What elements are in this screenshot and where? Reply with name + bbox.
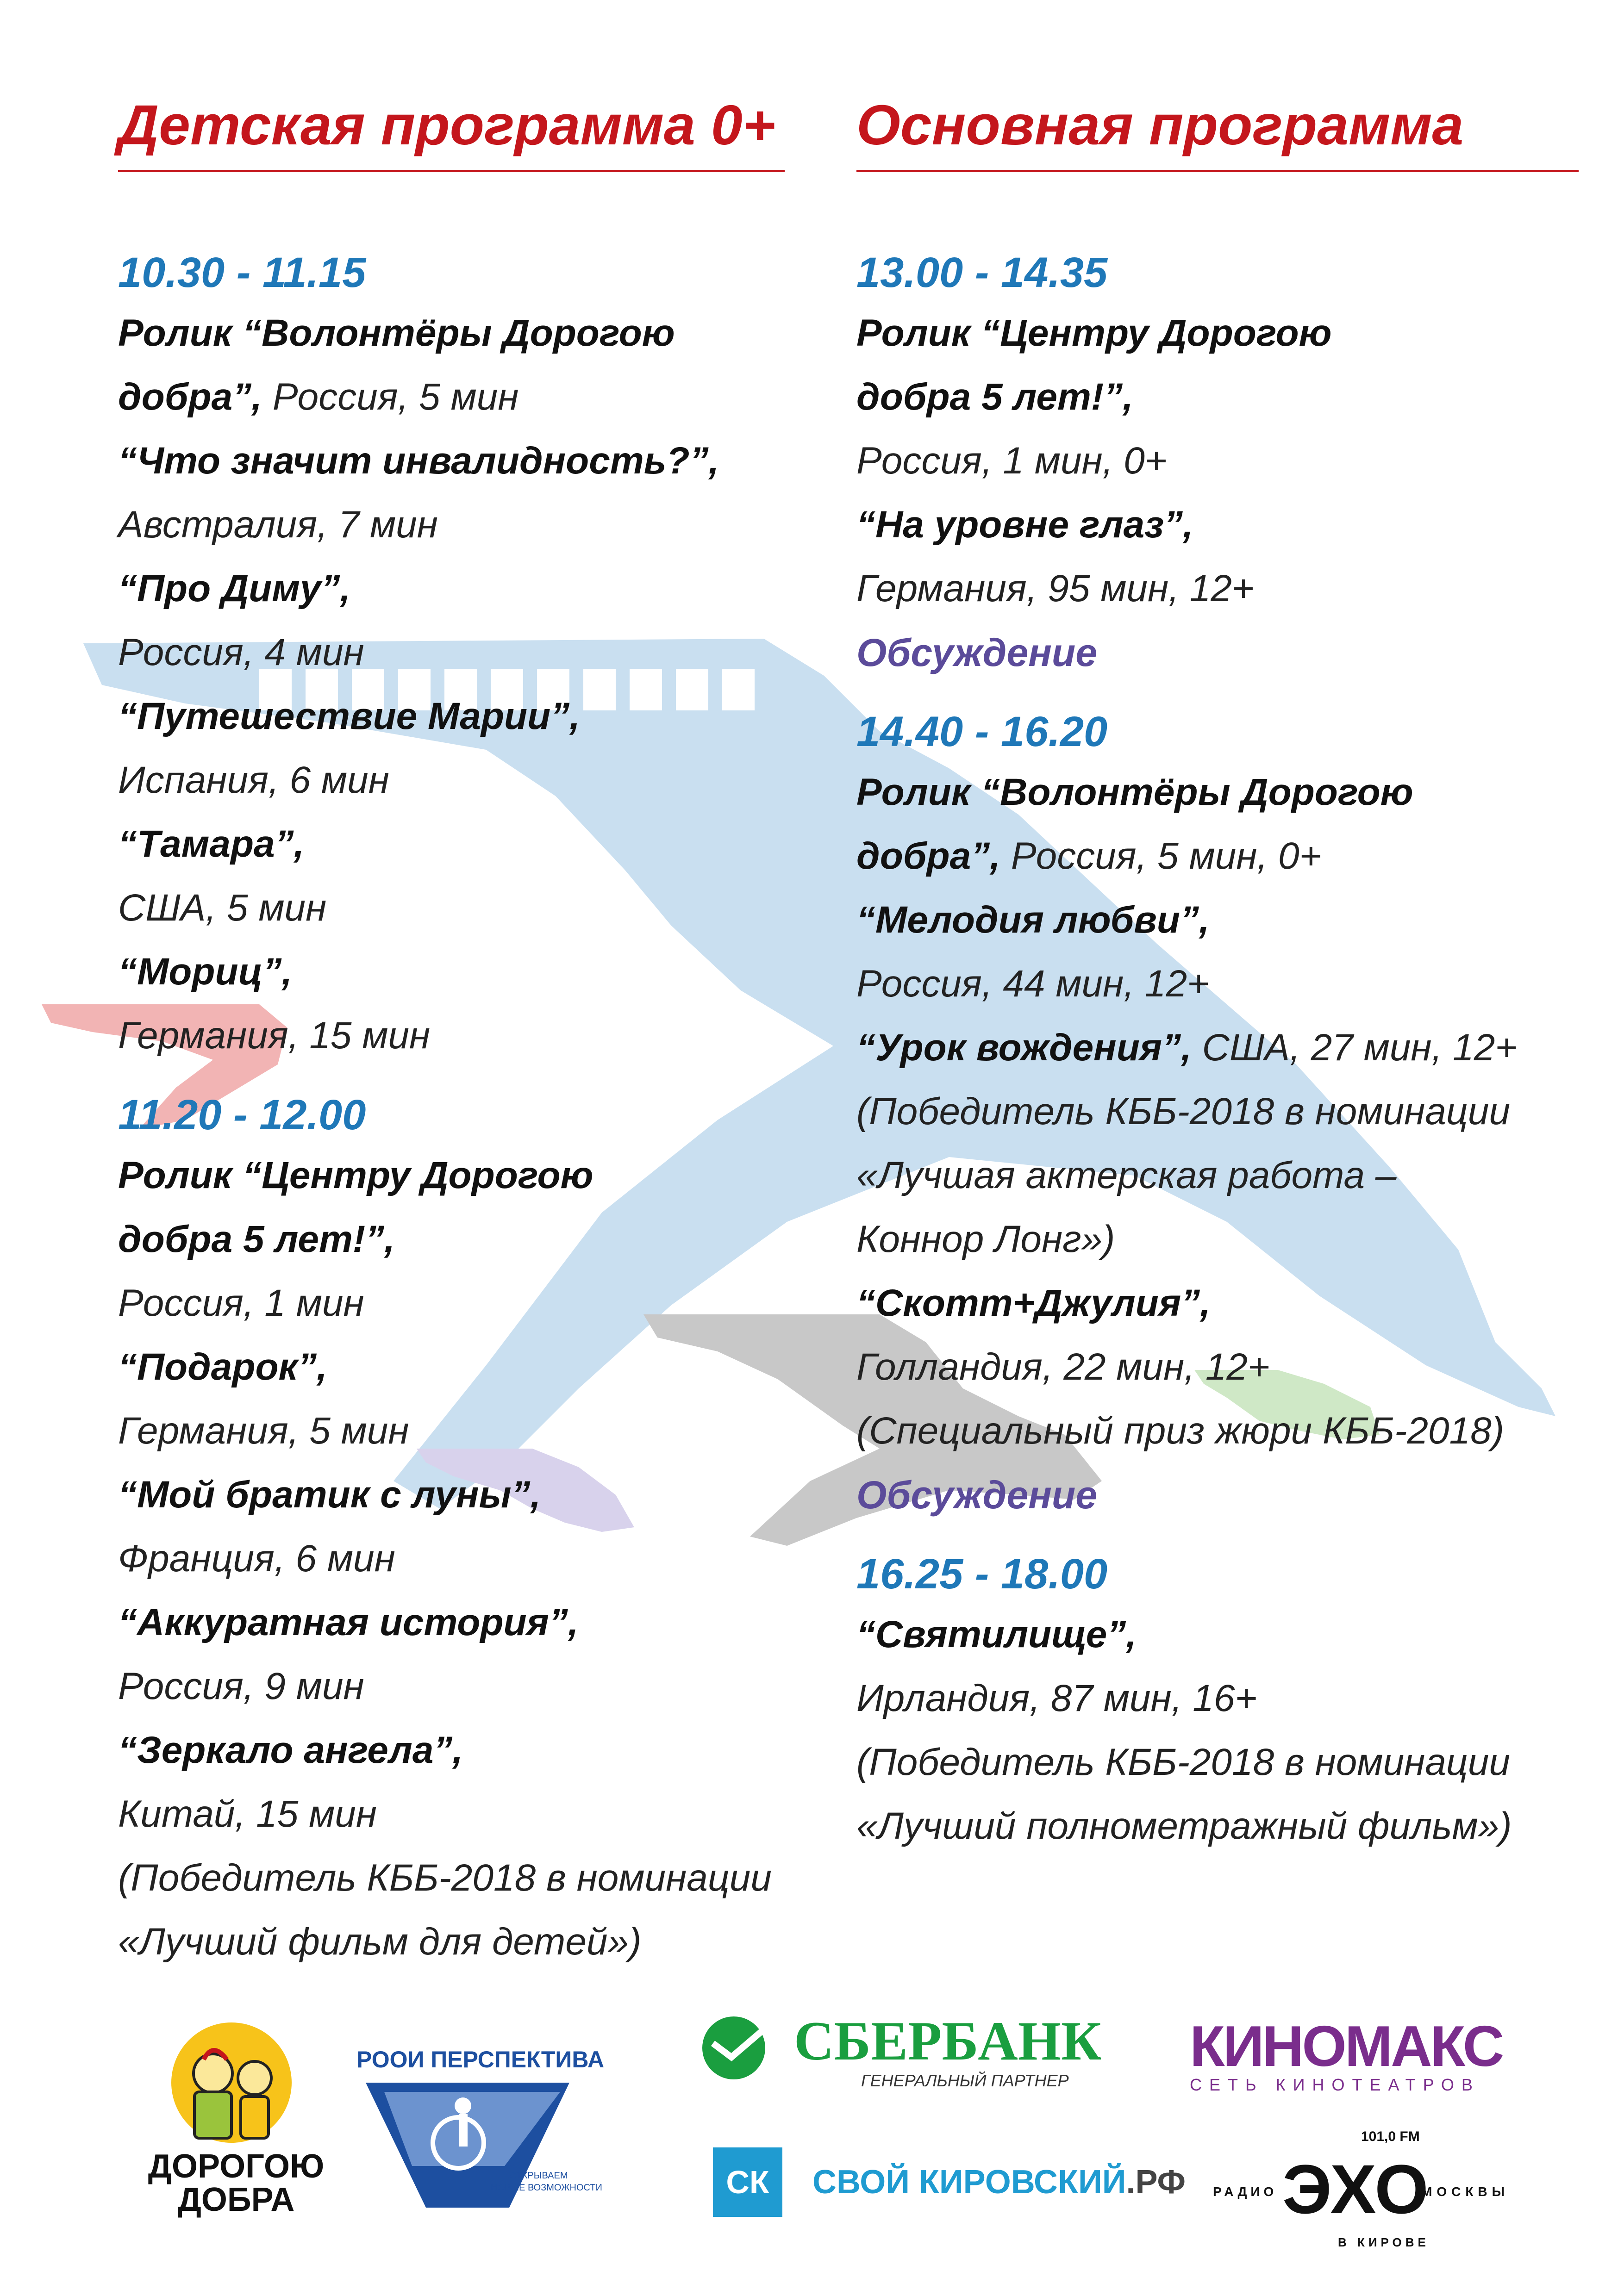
film-details: (Специальный приз жюри КББ-2018) xyxy=(856,1410,1505,1452)
film-details: Германия, 95 мин, 12+ xyxy=(856,567,1254,610)
heading-divider xyxy=(856,170,1579,172)
program-line xyxy=(118,876,785,940)
session-time: 11.20 - 12.00 xyxy=(118,1091,366,1139)
svoy-kirovsky-name xyxy=(812,2161,1186,2203)
film-title: добра 5 лет!”, xyxy=(856,376,1133,418)
program-line xyxy=(856,301,1579,365)
program-line xyxy=(856,1603,1579,1667)
film-title: “Про Диму”, xyxy=(118,567,351,610)
program-line xyxy=(856,1794,1579,1858)
program-line xyxy=(118,812,785,876)
echo-moskvy: МОСКВЫ xyxy=(1421,2184,1510,2199)
dorogoyu-dobra-emblem xyxy=(134,2018,338,2147)
program-line xyxy=(118,1910,785,1974)
session-time: 10.30 - 11.15 xyxy=(118,249,366,296)
schedule-block xyxy=(118,1086,785,1974)
program-line xyxy=(118,1527,785,1591)
perspektiva-title: РООИ ПЕРСПЕКТИВА xyxy=(356,2047,605,2072)
film-title: “Урок вождения”, xyxy=(856,1027,1192,1069)
program-line xyxy=(856,888,1579,952)
sberbank-subtitle: ГЕНЕРАЛЬНЫЙ ПАРТНЕР xyxy=(861,2071,1069,2090)
echo-city: В КИРОВЕ xyxy=(1338,2235,1430,2249)
program-line xyxy=(118,1335,785,1399)
program-line xyxy=(856,1207,1579,1271)
film-title: “Мориц”, xyxy=(118,951,293,993)
film-details: Россия, 9 мин xyxy=(118,1665,364,1707)
program-line xyxy=(856,1335,1579,1399)
program-line xyxy=(118,1463,785,1527)
perspektiva-tagline-2: НОВЫЕ ВОЗМОЖНОСТИ xyxy=(491,2183,602,2193)
program-line xyxy=(118,621,785,684)
program-line xyxy=(856,1730,1579,1794)
program-line xyxy=(118,1655,785,1718)
film-details: Россия, 5 мин, 0+ xyxy=(1000,835,1322,877)
echo-radio: РАДИО xyxy=(1213,2184,1278,2199)
program-line xyxy=(856,1399,1579,1463)
heading-divider xyxy=(118,170,785,172)
film-title: “Скотт+Джулия”, xyxy=(856,1282,1211,1324)
film-details: Россия, 1 мин, 0+ xyxy=(856,440,1167,482)
film-details: «Лучшая актерская работа – xyxy=(856,1154,1397,1196)
childrens-program-column xyxy=(118,90,785,1974)
film-title: “Мелодия любви”, xyxy=(856,899,1210,941)
program-line xyxy=(118,1207,785,1271)
sberbank-icon xyxy=(694,2011,778,2080)
film-details: Германия, 5 мин xyxy=(118,1410,409,1452)
program-line xyxy=(856,557,1579,621)
film-details: Германия, 15 мин xyxy=(118,1014,431,1057)
childrens-program-schedule xyxy=(118,244,785,1974)
dorogoyu-text: ДОРОГОЮ xyxy=(148,2148,325,2185)
film-details: (Победитель КББ-2018 в номинации xyxy=(118,1857,772,1899)
film-title: добра 5 лет!”, xyxy=(118,1218,395,1260)
film-title: Ролик “Волонтёры Дорогою xyxy=(118,312,675,354)
dobra-text: ДОБРА xyxy=(177,2181,295,2218)
film-details: «Лучший фильм для детей») xyxy=(118,1921,642,1963)
film-details: (Победитель КББ-2018 в номинации xyxy=(856,1741,1510,1783)
echo-word: ЭХО xyxy=(1282,2150,1429,2228)
film-title: “Тамара”, xyxy=(118,823,305,865)
schedule-block xyxy=(856,703,1579,1527)
film-details: Китай, 15 мин xyxy=(118,1793,377,1835)
main-program-schedule xyxy=(856,244,1579,1858)
program-line xyxy=(118,1782,785,1846)
film-title: добра”, xyxy=(856,835,1001,877)
program-line xyxy=(856,365,1579,429)
film-title: “Подарок”, xyxy=(118,1346,327,1388)
program-line xyxy=(856,1667,1579,1730)
schedule-block xyxy=(856,244,1579,684)
echo-frequency: 101,0 FM xyxy=(1361,2129,1420,2144)
film-title: Ролик “Волонтёры Дорогою xyxy=(856,771,1413,813)
program-line xyxy=(118,748,785,812)
schedule-block xyxy=(118,244,785,1068)
sberbank-logo xyxy=(694,2010,1120,2090)
film-details: Австралия, 7 мин xyxy=(118,504,438,546)
program-line xyxy=(118,301,785,365)
program-line xyxy=(856,1271,1579,1335)
program-line xyxy=(856,1016,1579,1080)
schedule-block xyxy=(856,1545,1579,1858)
dorogoyu-dobra-logo xyxy=(134,2018,338,2218)
main-program-heading: Основная программа xyxy=(856,93,1464,156)
film-title: “Аккуратная история”, xyxy=(118,1601,579,1643)
film-details: «Лучший полнометражный фильм») xyxy=(856,1805,1512,1847)
kinomaks-name: КИНОМАКС xyxy=(1190,2015,1503,2078)
discussion-label: Обсуждение xyxy=(856,1473,1097,1517)
program-line xyxy=(856,824,1579,888)
film-title: “Святилище”, xyxy=(856,1613,1137,1655)
program-line xyxy=(118,429,785,493)
program-line xyxy=(118,1271,785,1335)
film-details: Россия, 1 мин xyxy=(118,1282,364,1324)
childrens-program-heading: Детская программа 0+ xyxy=(118,93,775,156)
kinomaks-logo xyxy=(1190,2015,1542,2094)
perspektiva-tagline-1: ОТКРЫВАЕМ xyxy=(509,2171,568,2181)
program-line xyxy=(118,365,785,429)
program-line xyxy=(856,429,1579,493)
program-line xyxy=(856,1080,1579,1144)
echo-moskvy-logo xyxy=(1213,2129,1537,2268)
discussion-label: Обсуждение xyxy=(856,631,1097,674)
film-details: Коннор Лонг») xyxy=(856,1218,1115,1260)
film-details: Россия, 4 мин xyxy=(118,631,364,673)
film-title: Ролик “Центру Дорогою xyxy=(856,312,1332,354)
svoy-kirovsky-logo xyxy=(713,2147,1186,2217)
program-line xyxy=(118,1399,785,1463)
program-line xyxy=(118,1846,785,1910)
film-details: Россия, 5 мин xyxy=(262,376,519,418)
film-title: Ролик “Центру Дорогою xyxy=(118,1154,593,1196)
perspektiva-logo xyxy=(356,2046,605,2212)
film-details: США, 27 мин, 12+ xyxy=(1191,1027,1518,1069)
program-line xyxy=(856,760,1579,824)
film-title: “Мой братик с луны”, xyxy=(118,1474,541,1516)
svoy-word: СВОЙ xyxy=(812,2164,910,2201)
film-details: Голландия, 22 мин, 12+ xyxy=(856,1346,1270,1388)
svoy-badge: СК xyxy=(713,2147,782,2217)
main-program-column xyxy=(856,90,1579,1858)
film-details: (Победитель КББ-2018 в номинации xyxy=(856,1090,1510,1132)
program-line xyxy=(118,1718,785,1782)
program-line xyxy=(856,493,1579,557)
sberbank-name: СБЕРБАНК xyxy=(794,2010,1102,2072)
film-title: “На уровне глаз”, xyxy=(856,504,1193,546)
film-title: “Путешествие Марии”, xyxy=(118,695,581,737)
session-time: 14.40 - 16.20 xyxy=(856,708,1108,755)
film-details: Франция, 6 мин xyxy=(118,1537,395,1580)
program-line xyxy=(118,1004,785,1068)
program-line xyxy=(118,1144,785,1207)
program-line xyxy=(118,940,785,1004)
session-time: 16.25 - 18.00 xyxy=(856,1550,1108,1598)
film-title: “Что значит инвалидность?”, xyxy=(118,440,719,482)
film-title: “Зеркало ангела”, xyxy=(118,1729,463,1771)
program-line xyxy=(118,493,785,557)
film-details: Испания, 6 мин xyxy=(118,759,389,801)
kirovsky-word: КИРОВСКИЙ xyxy=(918,2164,1126,2201)
program-line xyxy=(118,684,785,748)
kinomaks-subtitle: СЕТЬ КИНОТЕАТРОВ xyxy=(1190,2075,1480,2094)
film-title: добра”, xyxy=(118,376,262,418)
program-line xyxy=(118,1591,785,1655)
film-details: Россия, 44 мин, 12+ xyxy=(856,963,1209,1005)
film-details: Ирландия, 87 мин, 16+ xyxy=(856,1677,1257,1719)
session-time: 13.00 - 14.35 xyxy=(856,249,1108,296)
rf-word: .РФ xyxy=(1126,2164,1186,2201)
program-line xyxy=(856,952,1579,1016)
film-details: США, 5 мин xyxy=(118,887,327,929)
program-line xyxy=(118,557,785,621)
program-line xyxy=(856,1144,1579,1207)
